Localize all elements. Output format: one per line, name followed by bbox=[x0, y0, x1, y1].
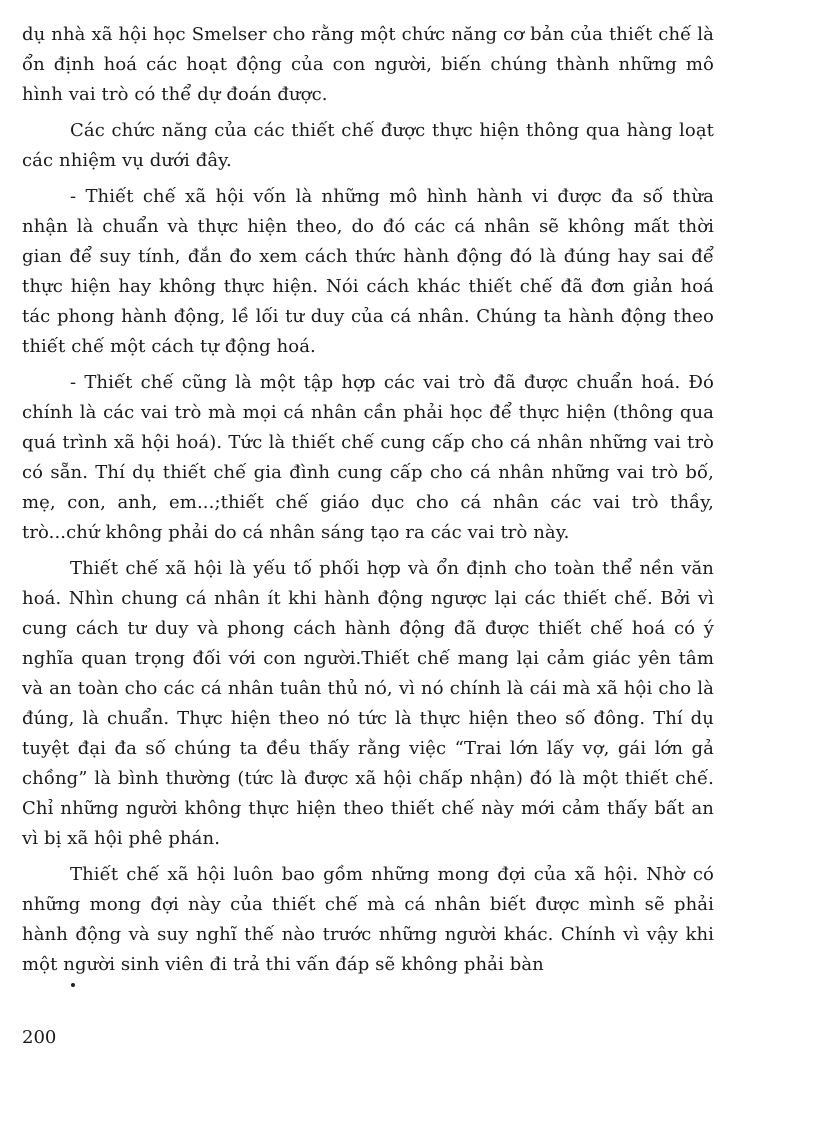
paragraph-expectations: Thiết chế xã hội luôn bao gồm những mong đợi của xã hội. Nhờ có những mong đợi này của thiết chế mà cá nhân biết được mình sẽ phải hành động và suy nghĩ thế nào trước những người khác. Chính vì vậy khi một người sinh viên đi trả thi vấn đáp sẽ không phải bàn bbox=[22, 864, 714, 975]
paragraph-continuation: dụ nhà xã hội học Smelser cho rằng một chức năng cơ bản của thiết chế là ổn định hoá các hoạt động của con người, biến chúng thành những mô hình vai trò có thể dự đoán được. bbox=[22, 24, 714, 105]
page-number: 200 bbox=[22, 1027, 57, 1048]
paragraph-coordination: Thiết chế xã hội là yếu tố phối hợp và ổn định cho toàn thể nền văn hoá. Nhìn chung cá nhân ít khi hành động ngược lại các thiết chế. Bởi vì cung cách tư duy và phong cách hành động đã được thiết chế hoá có ý nghĩa quan trọng đối với con người.Thiết chế mang lại cảm giác yên tâm và an toàn cho các cá nhân tuân thủ nó, vì nó chính là cái mà xã hội cho là đúng, là chuẩn. Thực hiện theo nó tức là thực hiện theo số đông. Thí dụ tuyệt đại đa số chúng ta đều thấy rằng việc “Trai lớn lấy vợ, gái lớn gả chồng” là bình thường (tức là được xã hội chấp nhận) đó là một thiết chế. Chỉ những người không thực hiện theo thiết chế này mới cảm thấy bất an vì bị xã hội phê phán. bbox=[22, 558, 714, 849]
body-text bbox=[22, 20, 714, 986]
paragraph-functions-intro: Các chức năng của các thiết chế được thực hiện thông qua hàng loạt các nhiệm vụ dưới đây. bbox=[22, 120, 714, 171]
paragraph-bullet-behavior-models: - Thiết chế xã hội vốn là những mô hình hành vi được đa số thừa nhận là chuẩn và thực hiện theo, do đó các cá nhân sẽ không mất thời gian để suy tính, đắn đo xem cách thức hành động đó là đúng hay sai để thực hiện hay không thực hiện. Nói cách khác thiết chế đã đơn giản hoá tác phong hành động, lề lối tư duy của cá nhân. Chúng ta hành động theo thiết chế một cách tự động hoá. bbox=[22, 186, 714, 357]
stray-dot-mark bbox=[71, 983, 75, 987]
paragraph-bullet-roles: - Thiết chế cũng là một tập hợp các vai trò đã được chuẩn hoá. Đó chính là các vai trò mà mọi cá nhân cần phải học để thực hiện (thông qua quá trình xã hội hoá). Tức là thiết chế cung cấp cho cá nhân những vai trò có sẵn. Thí dụ thiết chế gia đình cung cấp cho cá nhân những vai trò bố, mẹ, con, anh, em...;thiết chế giáo dục cho cá nhân các vai trò thầy, trò...chứ không phải do cá nhân sáng tạo ra các vai trò này. bbox=[22, 372, 714, 543]
